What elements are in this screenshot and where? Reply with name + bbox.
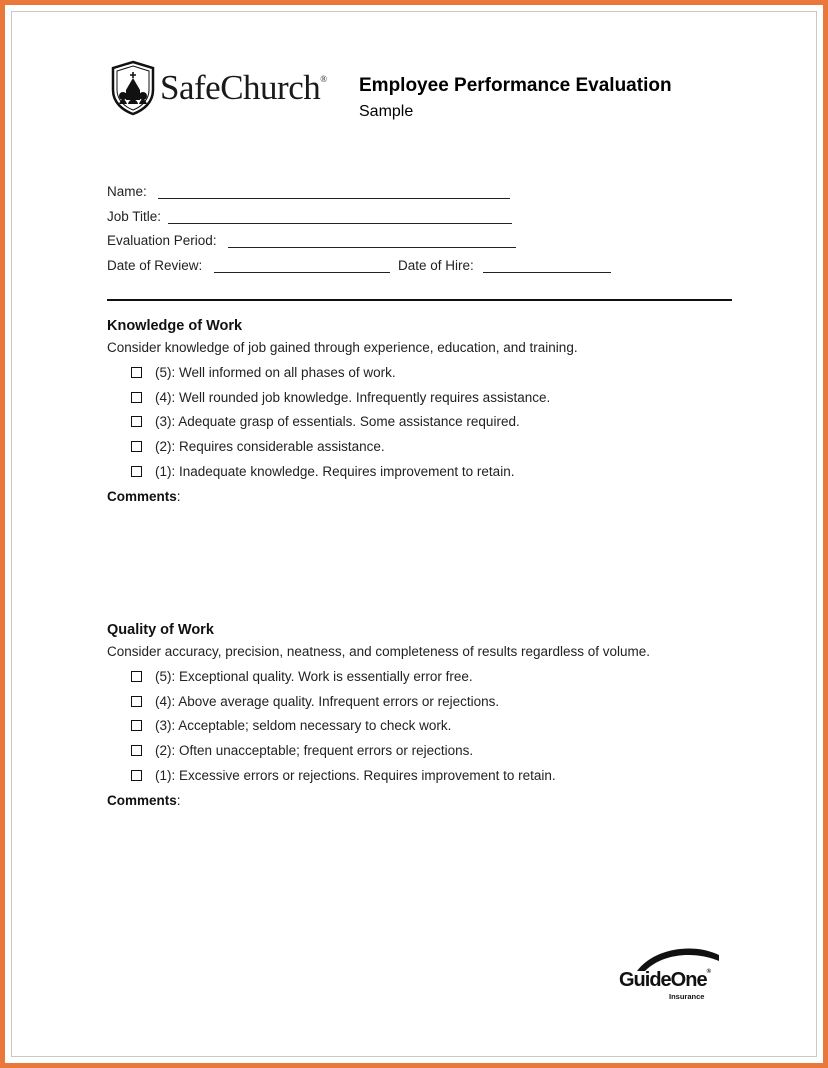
- job-title-label: Job Title:: [107, 209, 162, 224]
- page-border: [11, 11, 817, 1057]
- document-subtitle: Sample: [359, 103, 414, 120]
- checkbox[interactable]: [131, 367, 142, 378]
- quality-option-4[interactable]: [131, 694, 499, 709]
- option-label: (5): Well informed on all phases of work.: [155, 365, 396, 380]
- date-of-review-field[interactable]: [214, 272, 390, 273]
- section-title-quality: Quality of Work: [107, 622, 214, 638]
- knowledge-option-3[interactable]: [131, 414, 520, 429]
- document-title: Employee Performance Evaluation: [359, 75, 672, 96]
- quality-option-1[interactable]: [131, 768, 556, 783]
- checkbox[interactable]: [131, 441, 142, 452]
- section-divider: [107, 299, 732, 301]
- quality-option-5[interactable]: [131, 669, 473, 684]
- guideone-insurance-label: Insurance: [669, 992, 705, 1001]
- comments-knowledge: Comments:: [107, 489, 181, 504]
- option-label: (5): Exceptional quality. Work is essentially error free.: [155, 669, 473, 684]
- checkbox[interactable]: [131, 416, 142, 427]
- checkbox[interactable]: [131, 392, 142, 403]
- date-of-review-label: Date of Review:: [107, 258, 203, 273]
- logo-wordmark: SafeChurch®: [160, 68, 327, 107]
- guideone-wordmark: GuideOne®: [619, 969, 711, 991]
- option-label: (2): Requires considerable assistance.: [155, 439, 385, 454]
- section-description-quality: Consider accuracy, precision, neatness, and completeness of results regardless of volume.: [107, 644, 651, 659]
- option-label: (1): Excessive errors or rejections. Requires improvement to retain.: [155, 768, 556, 783]
- quality-option-3[interactable]: [131, 718, 451, 733]
- option-label: (4): Well rounded job knowledge. Infrequently requires assistance.: [155, 390, 551, 405]
- safechurch-logo: [110, 60, 327, 116]
- checkbox[interactable]: [131, 696, 142, 707]
- checkbox[interactable]: [131, 720, 142, 731]
- section-description-knowledge: Consider knowledge of job gained through experience, education, and training.: [107, 340, 578, 355]
- checkbox[interactable]: [131, 770, 142, 781]
- checkbox[interactable]: [131, 745, 142, 756]
- date-of-hire-label: Date of Hire:: [398, 258, 474, 273]
- name-field[interactable]: [158, 198, 510, 199]
- name-label: Name:: [107, 184, 147, 199]
- comments-quality: Comments:: [107, 793, 181, 808]
- knowledge-option-2[interactable]: [131, 439, 385, 454]
- section-title-knowledge: Knowledge of Work: [107, 318, 243, 334]
- church-shield-icon: [110, 60, 156, 116]
- evaluation-period-field[interactable]: [228, 247, 516, 248]
- job-title-field[interactable]: [168, 223, 512, 224]
- knowledge-option-1[interactable]: [131, 464, 514, 479]
- quality-option-2[interactable]: [131, 743, 473, 758]
- option-label: (4): Above average quality. Infrequent errors or rejections.: [155, 694, 500, 709]
- option-label: (1): Inadequate knowledge. Requires improvement to retain.: [155, 464, 515, 479]
- date-of-hire-field[interactable]: [483, 272, 611, 273]
- option-label: (3): Adequate grasp of essentials. Some assistance required.: [155, 414, 520, 429]
- knowledge-option-4[interactable]: [131, 390, 550, 405]
- checkbox[interactable]: [131, 466, 142, 477]
- option-label: (3): Acceptable; seldom necessary to check work.: [155, 718, 452, 733]
- knowledge-option-5[interactable]: [131, 365, 396, 380]
- checkbox[interactable]: [131, 671, 142, 682]
- guideone-logo: [615, 945, 723, 1005]
- evaluation-period-label: Evaluation Period:: [107, 233, 217, 248]
- option-label: (2): Often unacceptable; frequent errors or rejections.: [155, 743, 474, 758]
